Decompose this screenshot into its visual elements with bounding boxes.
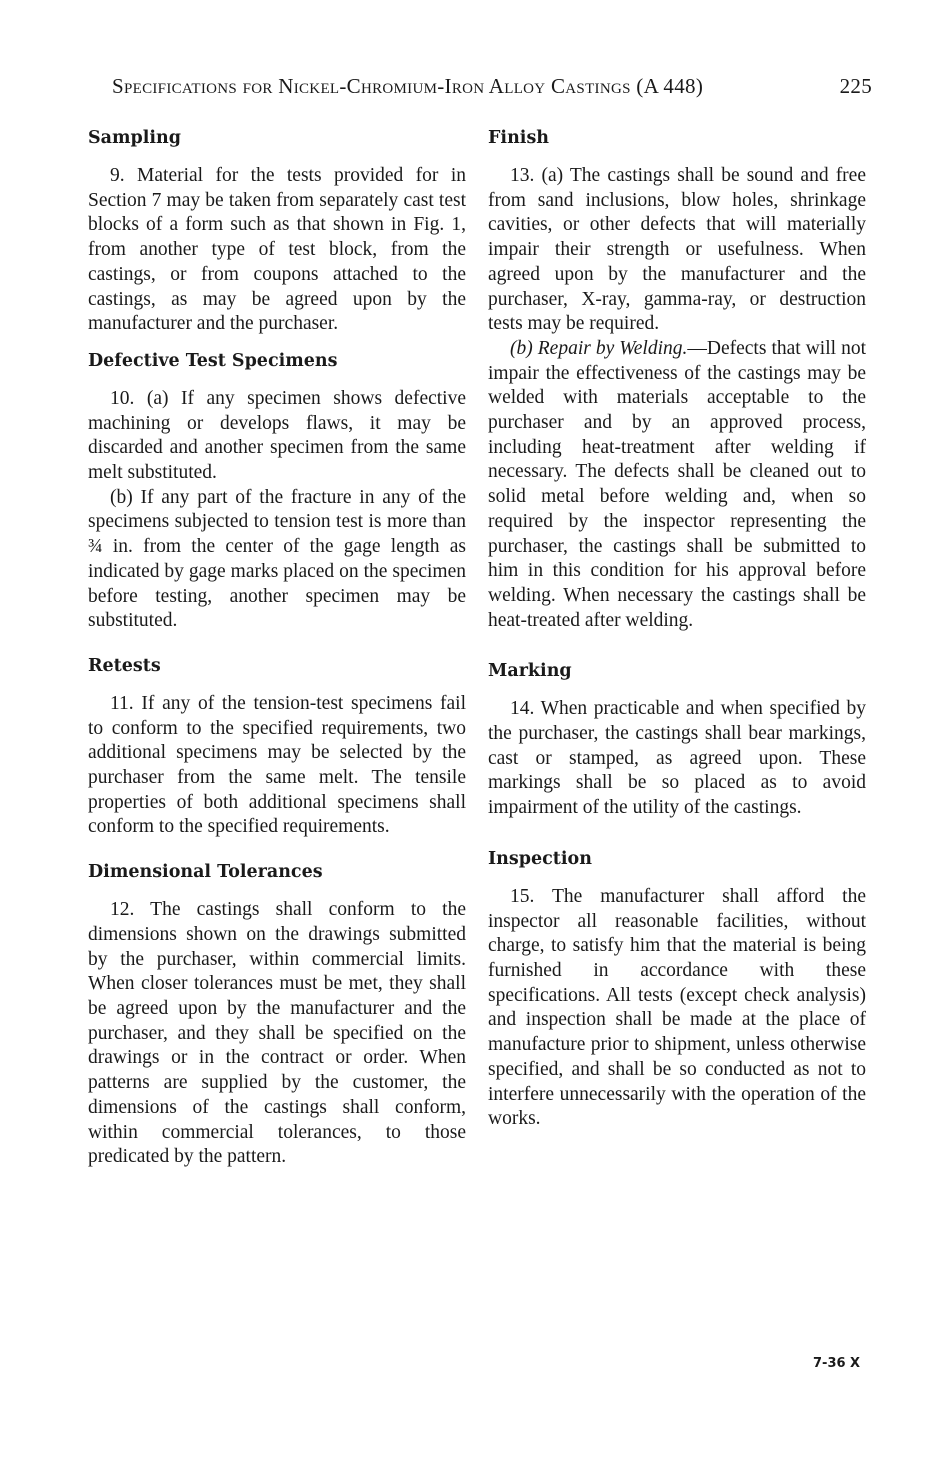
paragraph-15: 15. The manufacturer shall afford the inspector all reasonable facilities, without charge, to satisfy him that the material is being furnished in accordance with these specifications. All tests (except check analysis) and inspection shall be made at the place of manufacture prior to shipment, unless otherwise specified, and shall be so conducted as not to interfere unnecessarily with the operation of the works. — [488, 885, 866, 1130]
footer-code: 7-36 X — [813, 1356, 861, 1371]
running-head — [112, 74, 872, 104]
running-head-title: Specifications for Nickel-Chromium-Iron Alloy Castings (A 448) — [112, 74, 704, 98]
section-finish — [488, 126, 866, 633]
heading-sampling: Sampling — [88, 128, 181, 148]
section-sampling — [88, 126, 466, 337]
heading-defective-test-specimens: Defective Test Specimens — [88, 350, 338, 371]
paragraph-11: 11. If any of the tension-test specimens fail to conform to the specified requirements, two additional specimens may be selected by the purchaser from the same melt. The tensile properties of both additional specimens shall conform to the specified requirements. — [88, 692, 466, 838]
paragraph-10b: (b) If any part of the fracture in any of the specimens subjected to tension test is more than ¾ in. from the center of the gage length as indicated by gage marks placed on the specimen before testing, another specimen may be substituted. — [88, 486, 466, 632]
heading-dimensional-tolerances: Dimensional Tolerances — [88, 862, 323, 883]
paragraph-13b-label: (b) Repair by Welding. — [510, 337, 688, 359]
paragraph-9: 9. Material for the tests provided for in Section 7 may be taken from separately cast test blocks of a form such as that shown in Fig. 1, from another type of test block, from the castings, or from coupons attached to the castings, as may be agreed upon by the manufacturer and the purchaser. — [88, 165, 466, 335]
heading-inspection: Inspection — [488, 848, 592, 869]
page-number: 225 — [839, 74, 872, 98]
heading-marking: Marking — [488, 661, 572, 682]
paragraph-13a: 13. (a) The castings shall be sound and free from sand inclusions, blow holes, shrinkage cavities, or other defects that will materially impair their strength or usefulness. When agreed upon by the manufacturer and the purchaser, X-ray, gamma-ray, or destruction tests may be required. — [488, 165, 866, 335]
left-column — [88, 126, 466, 1170]
section-dimensional-tolerances — [88, 860, 466, 1170]
heading-retests: Retests — [88, 655, 161, 676]
paragraph-14: 14. When practicable and when specified by the purchaser, the castings shall bear markings, cast or stamped, as agreed upon. These markings shall be so placed as to avoid impairment of the utility of the castings. — [488, 698, 866, 819]
section-retests — [88, 654, 466, 840]
section-defective-test-specimens — [88, 349, 466, 634]
paragraph-12: 12. The castings shall conform to the dimensions shown on the drawings submitted by the purchaser, within commercial limits. When closer tolerances must be met, they shall be agreed upon by the manufacturer and the purchaser, and they shall be specified on the drawings or in the contract or order. When patterns are supplied by the customer, the dimensions of the castings shall conform, within commercial tolerances, to those predicated by the pattern. — [88, 899, 466, 1168]
section-marking — [488, 659, 866, 821]
paragraph-13b-text: —Defects that will not impair the effectiveness of the castings may be welded with materials acceptable to the purchaser and by an approved process, including heat-treatment after welding if necessary. The defects shall be cleaned out to solid metal before welding and, when so required by the inspector representing the purchaser, the castings shall be submitted to him in this condition for his approval before welding. When necessary the castings shall be heat-treated after welding. — [488, 337, 866, 631]
paragraph-13b — [488, 337, 866, 633]
right-column — [488, 126, 866, 1132]
paragraph-10a: 10. (a) If any specimen shows defective machining or develops flaws, it may be discarded and another specimen from the same melt substituted. — [88, 387, 466, 484]
heading-finish: Finish — [488, 128, 550, 148]
section-inspection — [488, 847, 866, 1132]
